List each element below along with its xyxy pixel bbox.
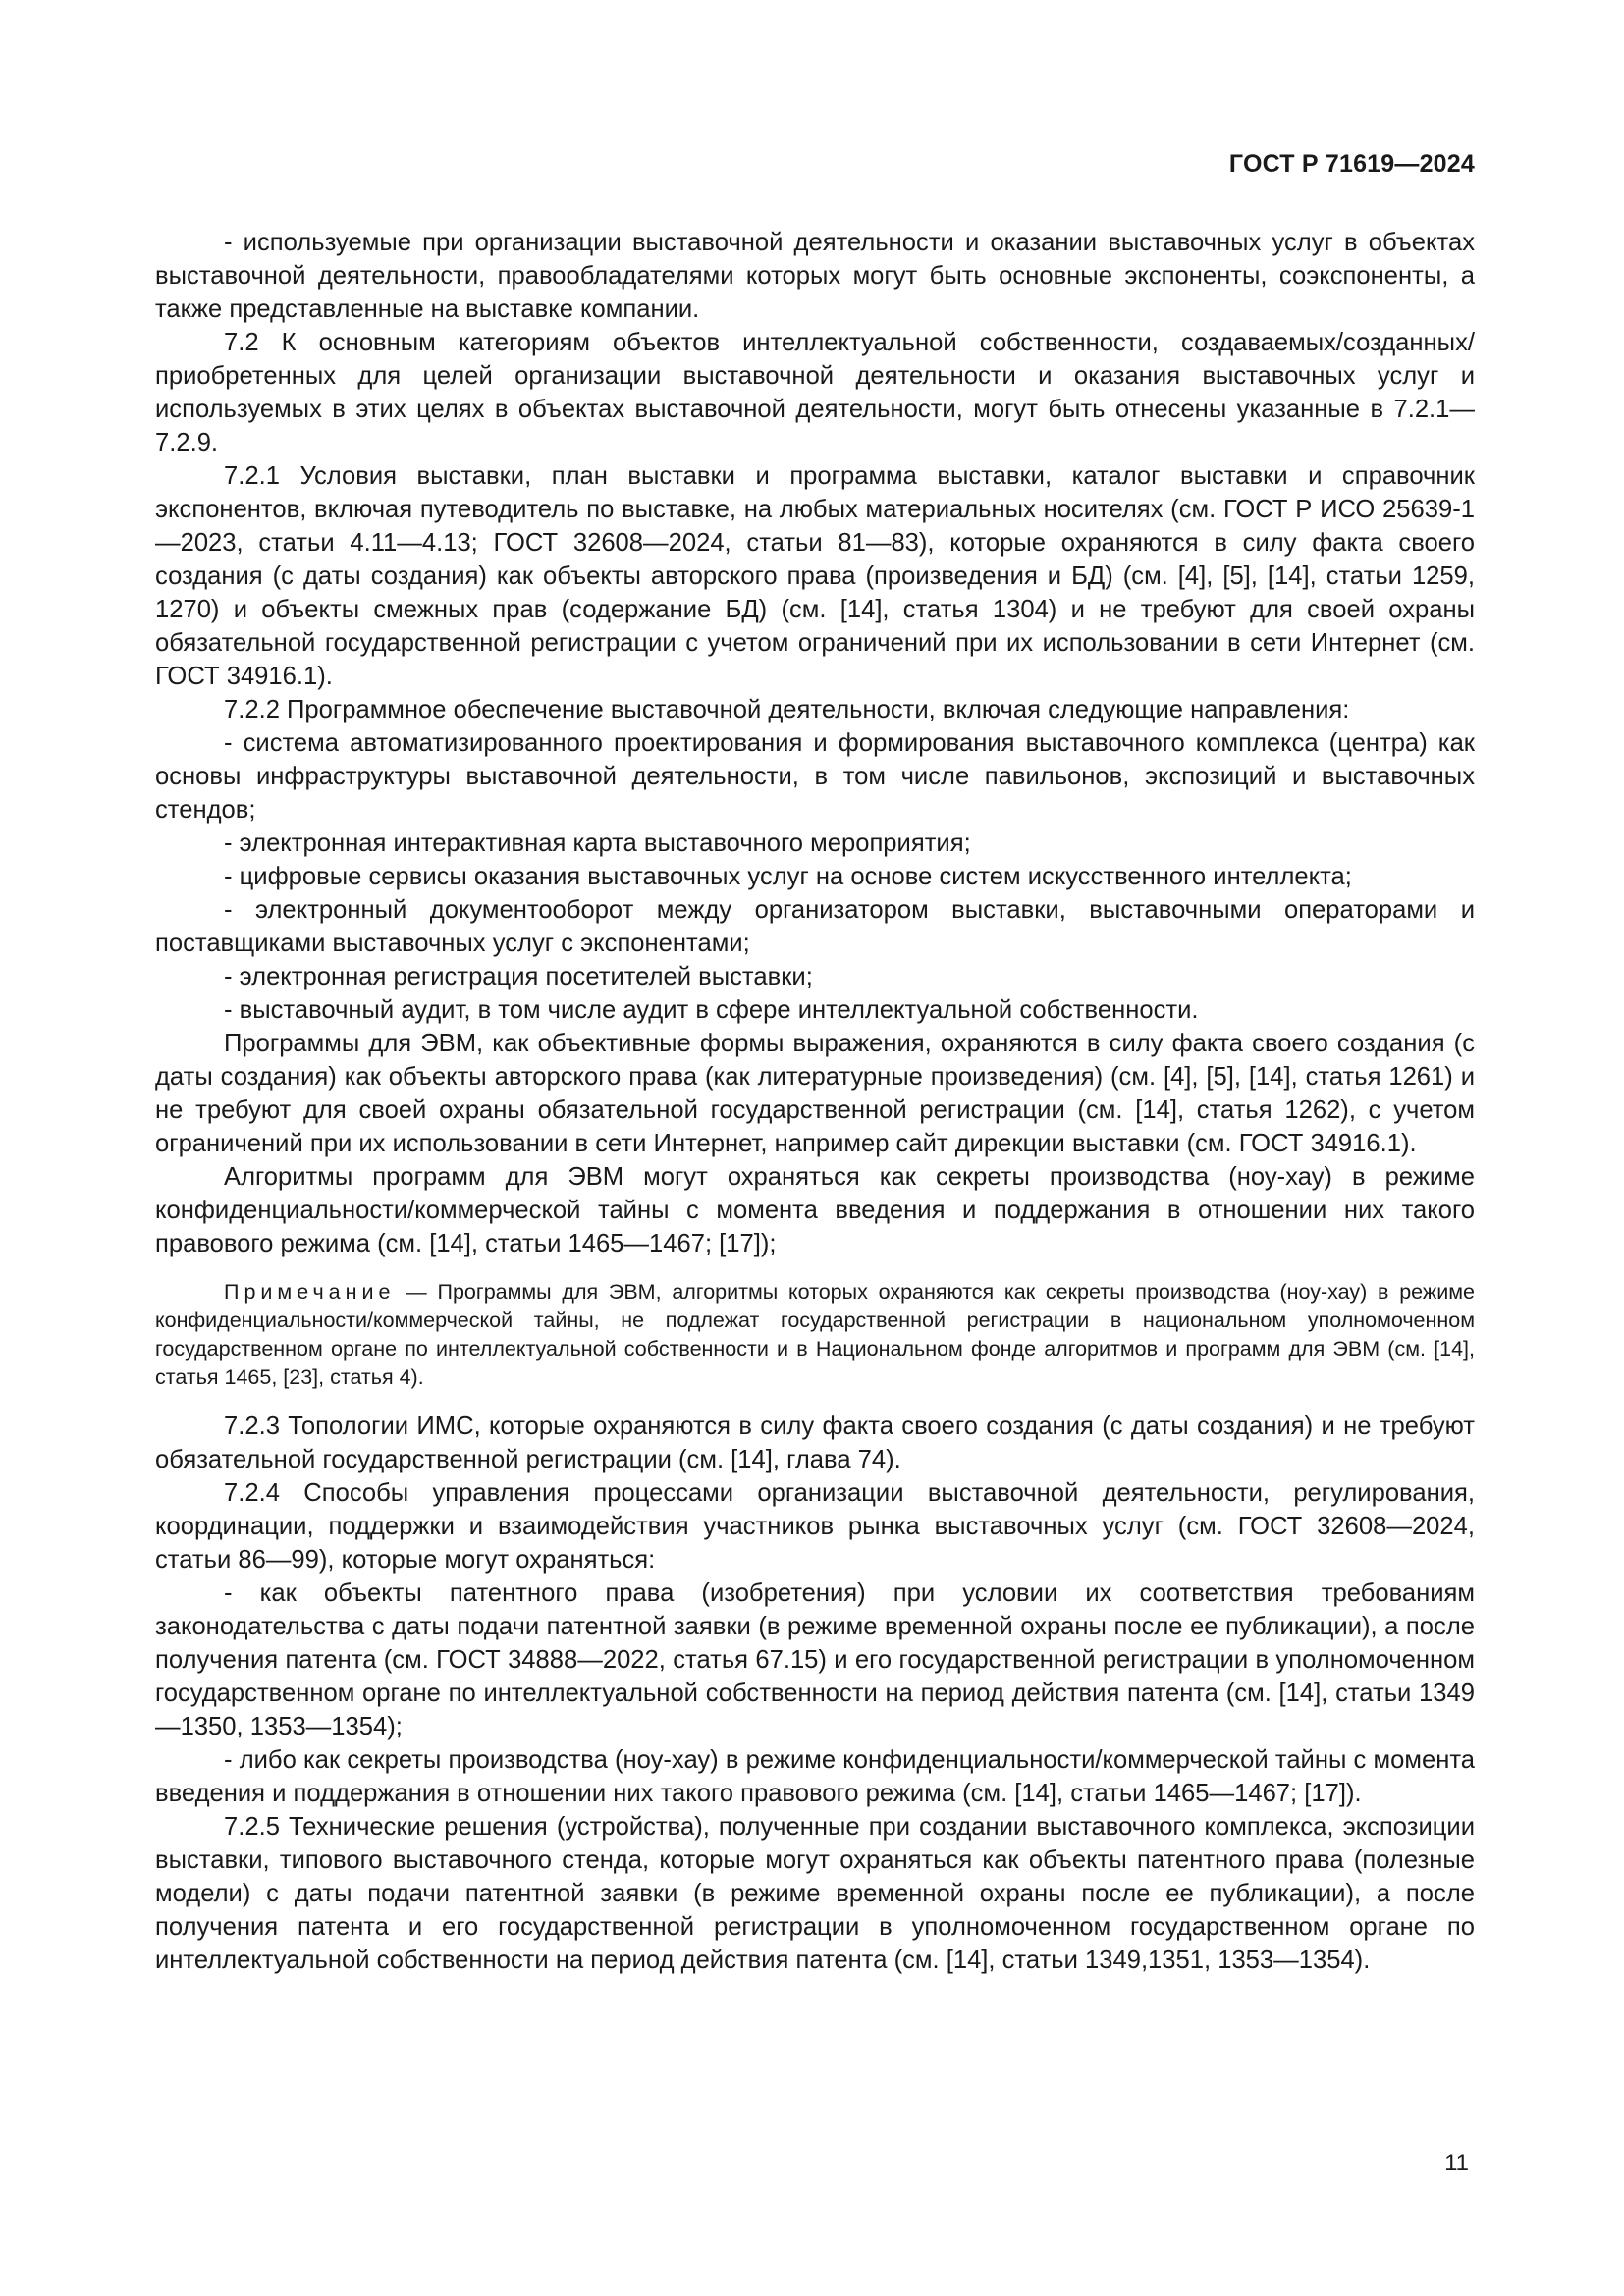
paragraph-algorithms: Алгоритмы программ для ЭВМ могут охраняться как секреты производства (ноу-хау) в режиме конфиденциальности/коммерческой тайны с момента введения и поддержания в отношении них такого правового режима (см. [14], статьи 1465—1467; [17]); bbox=[155, 1163, 1475, 1257]
note-text: — Программы для ЭВМ, алгоритмы которых охраняются как секреты производства (ноу-хау) в режиме конфиденциальности/коммерческой тайны, не подлежат государственной регистрации в национальном уполномоченном государственном органе по интеллектуальной собственности и в Национальном фонде алгоритмов и программ для ЭВМ (см. [14], статья 1465, [23], статья 4). bbox=[155, 1280, 1475, 1389]
paragraph-bullet-rightholders: - используемые при организации выставочной деятельности и оказании выставочных услуг в объектах выставочной деятельности, правообладателями которых могут быть основные экспоненты, соэкспоненты, а также представленные на выставке компании. bbox=[155, 229, 1475, 323]
paragraph-7-2-2: 7.2.2 Программное обеспечение выставочной деятельности, включая следующие направления: bbox=[224, 696, 1350, 723]
list-item-document-flow: - электронный документооборот между организатором выставки, выставочными операторами и поставщиками выставочных услуг с экспонентами; bbox=[155, 896, 1475, 957]
paragraph-7-2-1: 7.2.1 Условия выставки, план выставки и программа выставки, каталог выставки и справочник экспонентов, включая путеводитель по выставке, на любых материальных носителях (см. ГОСТ Р ИСО 25639-1—2023, статьи 4.11—4.13; ГОСТ 32608—2024, статьи 81—83), которые охраняются в силу факта своего создания (с даты создания) как объекты авторского права (произведения и БД) (см. [4], [5], [14], статьи 1259, 1270) и объекты смежных прав (содержание БД) (см. [14], статья 1304) и не требуют для своей охраны обязательной государственной регистрации с учетом ограничений при их использовании в сети Интернет (см. ГОСТ 34916.1). bbox=[155, 462, 1475, 690]
note-label: Примечание bbox=[224, 1280, 396, 1304]
list-item-interactive-map: - электронная интерактивная карта выставочного мероприятия; bbox=[224, 829, 971, 857]
list-item-exhibition-audit: - выставочный аудит, в том числе аудит в сфере интеллектуальной собственности. bbox=[224, 996, 1199, 1024]
paragraph-7-2-5: 7.2.5 Технические решения (устройства), полученные при создании выставочного комплекса, экспозиции выставки, типового выставочного стенда, которые могут охраняться как объекты патентного права (полезные модели) с даты подачи патентной заявки (в режиме временной охраны после ее публикации), а после получения патента и его государственной регистрации в уполномоченном государственном органе по интеллектуальной собственности на период действия патента (см. [14], статьи 1349,1351, 1353—1354). bbox=[155, 1813, 1475, 1974]
paragraph-7-2: 7.2 К основным категориям объектов интеллектуальной собственности, создаваемых/созданных/ приобретенных для целей организации выставочной деятельности и оказания выставочных услуг и используемых в этих целях в объектах выставочной деятельности, могут быть отнесены указанные в 7.2.1—7.2.9. bbox=[155, 329, 1475, 456]
paragraph-7-2-4: 7.2.4 Способы управления процессами организации выставочной деятельности, регулирования, координации, поддержки и взаимодействия участников рынка выставочных услуг (см. ГОСТ 32608—2024, статьи 86—99), которые могут охраняться: bbox=[155, 1479, 1475, 1574]
list-item-digital-services: - цифровые сервисы оказания выставочных услуг на основе систем искусственного интеллекта; bbox=[224, 863, 1352, 890]
paragraph-computer-programs: Программы для ЭВМ, как объективные формы выражения, охраняются в силу факта своего создания (с даты создания) как объекты авторского права (как литературные произведения) (см. [4], [5], [14], статья 1261) и не требуют для своей охраны обязательной государственной регистрации (см. [14], статья 1262), с учетом ограничений при их использовании в сети Интернет, например сайт дирекции выставки (см. ГОСТ 34916.1). bbox=[155, 1030, 1475, 1157]
list-item-patent-law: - как объекты патентного права (изобретения) при условии их соответствия требованиям законодательства с даты подачи патентной заявки (в режиме временной охраны после ее публикации), а после получения патента (см. ГОСТ 34888—2022, статья 67.15) и его государственной регистрации в уполномоченном государственном органе по интеллектуальной собственности на период действия патента (см. [14], статьи 1349—1350, 1353—1354); bbox=[155, 1579, 1475, 1740]
standard-designation: ГОСТ Р 71619—2024 bbox=[1228, 150, 1475, 178]
note bbox=[155, 1278, 1475, 1392]
page-number: 11 bbox=[1444, 2150, 1469, 2176]
list-item-visitor-registration: - электронная регистрация посетителей выставки; bbox=[224, 963, 813, 990]
list-item-cad-system: - система автоматизированного проектирования и формирования выставочного комплекса (центра) как основы инфраструктуры выставочной деятельности, в том числе павильонов, экспозиций и выставочных стендов; bbox=[155, 729, 1475, 824]
paragraph-7-2-3: 7.2.3 Топологии ИМС, которые охраняются в силу факта своего создания (с даты создания) и не требуют обязательной государственной регистрации (см. [14], глава 74). bbox=[155, 1413, 1475, 1473]
list-item-know-how: - либо как секреты производства (ноу-хау) в режиме конфиденциальности/коммерческой тайны с момента введения и поддержания в отношении них такого правового режима (см. [14], статьи 1465—1467; [17]). bbox=[155, 1746, 1475, 1807]
document-body bbox=[155, 226, 1475, 1977]
